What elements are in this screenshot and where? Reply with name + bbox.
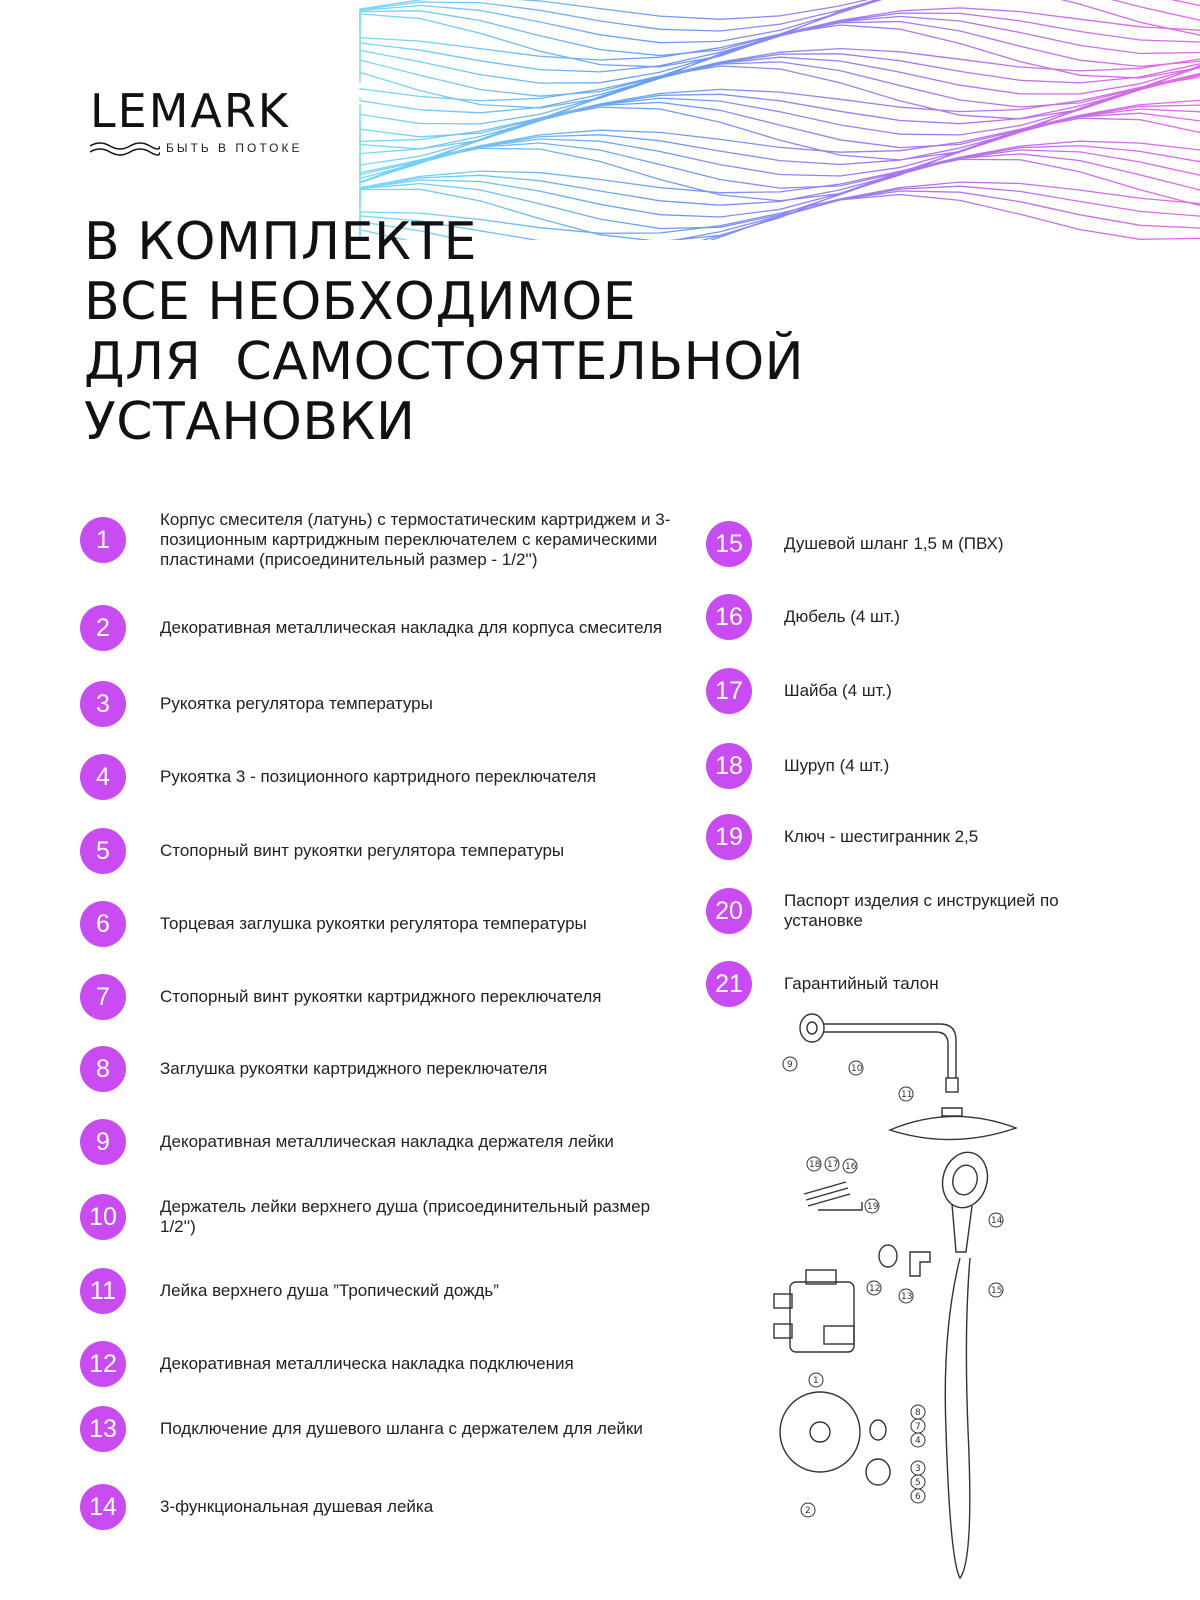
item-number-badge: 8 [80, 1046, 126, 1092]
item-number-badge: 17 [706, 668, 752, 714]
title-line: УСТАНОВКИ [84, 392, 416, 452]
item-number-badge: 15 [706, 521, 752, 567]
svg-text:10: 10 [851, 1064, 863, 1074]
item-label: Паспорт изделия с инструкцией по установке [784, 891, 1059, 930]
item-label: Дюбель (4 шт.) [784, 607, 900, 626]
item-number-badge: 16 [706, 594, 752, 640]
item-label: Ключ - шестигранник 2,5 [784, 827, 979, 846]
item-label: Декоративная металлическа накладка подключения [160, 1354, 574, 1373]
brand-logo [90, 84, 303, 156]
list-item [80, 974, 680, 1020]
item-label: Шайба (4 шт.) [784, 681, 892, 700]
wave-line [360, 141, 1200, 195]
item-label: Стопорный винт рукоятки регулятора температуры [160, 841, 565, 860]
item-label: Лейка верхнего душа ”Тропический дождь” [160, 1281, 499, 1300]
svg-text:5: 5 [915, 1478, 921, 1488]
list-item [706, 743, 1114, 789]
list-item [80, 1194, 680, 1240]
item-label: Держатель лейки верхнего душа (присоединительный размер 1/2'') [160, 1197, 651, 1236]
item-number-badge: 19 [706, 814, 752, 860]
item-number-badge: 7 [80, 974, 126, 1020]
svg-text:13: 13 [901, 1292, 913, 1302]
item-number-badge: 3 [80, 681, 126, 727]
item-label: 3-функциональная душевая лейка [160, 1497, 434, 1516]
item-number-badge: 11 [80, 1268, 126, 1314]
svg-text:11: 11 [901, 1090, 913, 1100]
list-item [80, 1046, 680, 1092]
list-item [706, 668, 1114, 714]
item-number-badge: 4 [80, 754, 126, 800]
item-label: Рукоятка 3 - позиционного картридного переключателя [160, 767, 597, 786]
wave-line [360, 146, 1200, 206]
parts-diagram [760, 1000, 1100, 1590]
item-label: Подключение для душевого шланга с держателем для лейки [160, 1419, 643, 1438]
item-number-badge: 20 [706, 888, 752, 934]
brand-name: LEMARK [90, 84, 290, 138]
wave-line [360, 25, 1200, 108]
item-label: Рукоятка регулятора температуры [160, 694, 433, 713]
item-number-badge: 12 [80, 1341, 126, 1387]
list-item [80, 510, 680, 570]
brand-tagline: БЫТЬ В ПОТОКЕ [166, 141, 303, 155]
title-line: ВСЕ НЕОБХОДИМОЕ [84, 272, 637, 332]
list-item [706, 594, 1114, 640]
list-item [80, 681, 680, 727]
item-label: Стопорный винт рукоятки картриджного переключателя [160, 987, 602, 1006]
svg-text:12: 12 [869, 1284, 881, 1294]
list-item [80, 1341, 680, 1387]
wave-line [360, 22, 1200, 97]
svg-text:2: 2 [805, 1506, 811, 1516]
item-label: Декоративная металлическая накладка для корпуса смесителя [160, 618, 663, 637]
item-number-badge: 13 [80, 1406, 126, 1452]
wave-icon [90, 140, 160, 156]
list-item [80, 828, 680, 874]
svg-text:15: 15 [991, 1286, 1003, 1296]
item-label: Гарантийный талон [784, 974, 939, 993]
title-line: В КОМПЛЕКТЕ [84, 212, 478, 272]
item-number-badge: 9 [80, 1119, 126, 1165]
list-item [706, 888, 1114, 934]
item-label: Торцевая заглушка рукоятки регулятора температуры [160, 914, 587, 933]
item-label: Корпус смесителя (латунь) с термостатическим картриджем и 3-позиционным картриджным переключателем с керамическими пластинами (присоединительный размер - 1/2'') [160, 510, 671, 569]
diagram-callouts [783, 1057, 1003, 1517]
page-title [84, 212, 804, 452]
list-item [80, 754, 680, 800]
wave-line [360, 0, 1200, 56]
svg-text:16: 16 [845, 1162, 857, 1172]
item-label: Заглушка рукоятки картриджного переключателя [160, 1059, 548, 1078]
item-number-badge: 21 [706, 961, 752, 1007]
item-label: Шуруп (4 шт.) [784, 756, 890, 775]
list-item [80, 605, 680, 651]
list-item [80, 901, 680, 947]
item-number-badge: 6 [80, 901, 126, 947]
list-item [706, 521, 1114, 567]
list-item [80, 1484, 680, 1530]
title-line: ДЛЯ САМОСТОЯТЕЛЬНОЙ [84, 332, 805, 392]
list-item [80, 1119, 680, 1165]
list-item [80, 1406, 680, 1452]
svg-text:18: 18 [809, 1160, 821, 1170]
item-number-badge: 14 [80, 1484, 126, 1530]
item-number-badge: 5 [80, 828, 126, 874]
list-item [706, 814, 1114, 860]
svg-text:7: 7 [915, 1422, 921, 1432]
svg-text:3: 3 [915, 1464, 921, 1474]
item-number-badge: 1 [80, 517, 126, 563]
svg-text:9: 9 [787, 1060, 793, 1070]
svg-text:1: 1 [813, 1376, 819, 1386]
item-number-badge: 2 [80, 605, 126, 651]
item-number-badge: 18 [706, 743, 752, 789]
svg-text:19: 19 [867, 1202, 879, 1212]
item-number-badge: 10 [80, 1194, 126, 1240]
svg-text:4: 4 [915, 1436, 921, 1446]
wave-line [360, 49, 1200, 101]
svg-text:8: 8 [915, 1408, 921, 1418]
item-label: Душевой шланг 1,5 м (ПВХ) [784, 534, 1004, 553]
list-item [80, 1268, 680, 1314]
svg-text:17: 17 [827, 1160, 839, 1170]
svg-text:6: 6 [915, 1492, 921, 1502]
svg-text:14: 14 [991, 1216, 1003, 1226]
item-label: Декоративная металлическая накладка держателя лейки [160, 1132, 614, 1151]
